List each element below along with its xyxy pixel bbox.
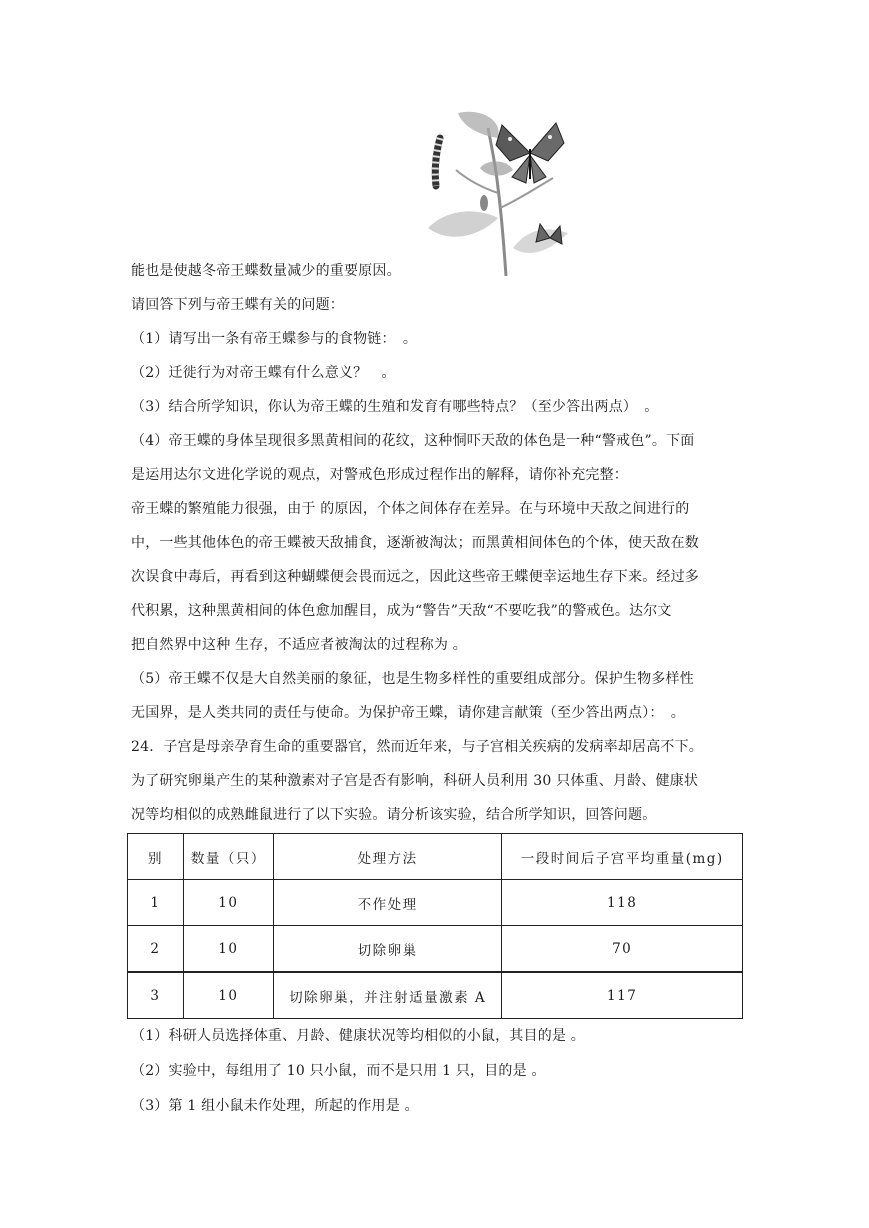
header-uterus-weight: 一段时间后子宫平均重量(mg) bbox=[502, 834, 743, 880]
table-row bbox=[128, 972, 743, 1019]
cell-count: 10 bbox=[183, 880, 273, 926]
cell-group: 3 bbox=[128, 972, 184, 1019]
experiment-table bbox=[127, 833, 743, 1019]
question-4-line-7: 把自然界中这种 生存，不适应者被淘汰的过程称为 。 bbox=[131, 637, 467, 653]
cell-count: 10 bbox=[183, 926, 273, 973]
cell-treatment: 切除卵巢，并注射适量激素 A bbox=[273, 972, 502, 1019]
sub-question-1: （1）科研人员选择体重、月龄、健康状况等均相似的小鼠，其目的是 。 bbox=[131, 1028, 585, 1044]
table-row bbox=[128, 926, 743, 973]
sub-question-3: （3）第 1 组小鼠未作处理，所起的作用是 。 bbox=[131, 1098, 419, 1114]
cell-count: 10 bbox=[183, 972, 273, 1019]
question-3: （3）结合所学知识，你认为帝王蝶的生殖和发育有哪些特点？（至少答出两点） 。 bbox=[131, 399, 659, 415]
monarch-butterfly-illustration bbox=[418, 108, 578, 276]
question-4-line-6: 代积累，这种黑黄相间的体色愈加醒目，成为“警告”天敌“不要吃我”的警戒色。达尔文 bbox=[131, 603, 672, 619]
cell-group: 1 bbox=[128, 880, 184, 926]
question-4-line-3: 帝王蝶的繁殖能力很强，由于 的原因，个体之间体存在差异。在与环境中天敌之间进行的 bbox=[131, 501, 690, 517]
paragraph-text: 能也是使越冬帝王蝶数量减少的重要原因。 bbox=[131, 263, 401, 279]
question-1: （1）请写出一条有帝王蝶参与的食物链： 。 bbox=[131, 331, 418, 347]
question-5-line-2: 无国界，是人类共同的责任与使命。为保护帝王蝶，请你建言献策（至少答出两点）： 。 bbox=[131, 705, 685, 721]
table-header-row bbox=[128, 834, 743, 880]
problem-24-line-1: 24．子宫是母亲孕育生命的重要器官，然而近年来，与子宫相关疾病的发病率却居高不下。 bbox=[131, 739, 704, 755]
question-4-line-5: 次误食中毒后，再看到这种蝴蝶便会畏而远之，因此这些帝王蝶便幸运地生存下来。经过多 bbox=[131, 569, 699, 585]
cell-group: 2 bbox=[128, 926, 184, 973]
cell-weight: 117 bbox=[502, 972, 743, 1019]
question-4-line-4: 中，一些其他体色的帝王蝶被天敌捕食，逐渐被淘汰；而黑黄相间体色的个体，使天敌在数 bbox=[131, 535, 699, 551]
question-4-line-2: 是运用达尔文进化学说的观点，对警戒色形成过程作出的解释，请你补充完整： bbox=[131, 467, 628, 483]
intro-text: 请回答下列与帝王蝶有关的问题： bbox=[131, 297, 344, 313]
cell-treatment: 切除卵巢 bbox=[273, 926, 502, 973]
header-group: 别 bbox=[128, 834, 184, 880]
header-count: 数量（只） bbox=[183, 834, 273, 880]
cell-treatment: 不作处理 bbox=[273, 880, 502, 926]
question-4-line-1: （4）帝王蝶的身体呈现很多黑黄相间的花纹，这种恫吓天敌的体色是一种“警戒色”。下面 bbox=[131, 433, 695, 449]
problem-24-line-2: 为了研究卵巢产生的某种激素对子宫是否有影响，科研人员利用 30 只体重、月龄、健康状 bbox=[131, 773, 699, 789]
question-5-line-1: （5）帝王蝶不仅是大自然美丽的象征，也是生物多样性的重要组成部分。保护生物多样性 bbox=[131, 671, 694, 687]
problem-24-line-3: 况等均相似的成熟雌鼠进行了以下实验。请分析该实验，结合所学知识，回答问题。 bbox=[131, 807, 657, 823]
header-treatment: 处理方法 bbox=[273, 834, 502, 880]
sub-question-2: （2）实验中，每组用了 10 只小鼠，而不是只用 1 只，目的是 。 bbox=[131, 1063, 546, 1079]
cell-weight: 70 bbox=[502, 926, 743, 973]
cell-weight: 118 bbox=[502, 880, 743, 926]
table-row bbox=[128, 880, 743, 926]
question-2: （2）迁徙行为对帝王蝶有什么意义？ 。 bbox=[131, 365, 396, 381]
